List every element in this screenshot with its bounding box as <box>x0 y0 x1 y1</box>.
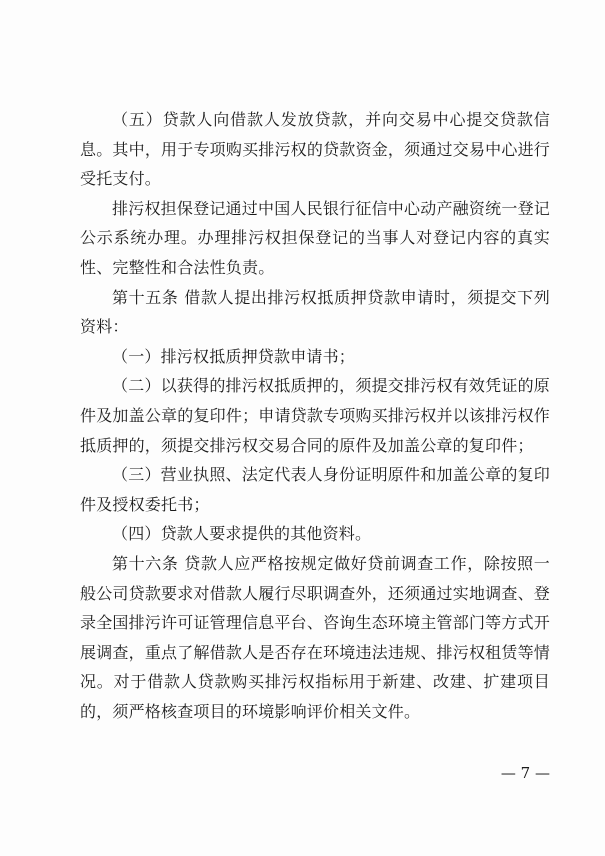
document-body <box>80 105 550 726</box>
paragraph-article-15: 第十五条 借款人提出排污权抵质押贷款申请时，须提交下列资料： <box>80 287 550 337</box>
paragraph-article-15-item-2: （二）以获得的排污权抵质押的，须提交排污权有效凭证的原件及加盖公章的复印件；申请贷款专项购买排污权并以该排污权作抵质押的，须提交排污权交易合同的原件及加盖公章的复印件； <box>80 376 550 455</box>
paragraph-article-15-item-4: （四）贷款人要求提供的其他资料。 <box>112 524 372 544</box>
paragraph-article-15-item-3: （三）营业执照、法定代表人身份证明原件和加盖公章的复印件及授权委托书； <box>80 465 550 514</box>
paragraph-item-5-loan-disbursement: （五）贷款人向借款人发放贷款，并向交易中心提交贷款信息。其中，用于专项购买排污权的贷款资金，须通过交易中心进行受托支付。 <box>80 110 550 189</box>
paragraph-guarantee-registration: 排污权担保登记通过中国人民银行征信中心动产融资统一登记公示系统办理。办理排污权担保登记的当事人对登记内容的真实性、完整性和合法性负责。 <box>80 198 550 277</box>
page-number: — 7 — <box>500 764 550 782</box>
paragraph-article-15-item-1: （一）排污权抵质押贷款申请书； <box>112 346 356 366</box>
paragraph-article-16: 第十六条 贷款人应严格按规定做好贷前调查工作，除按照一般公司贷款要求对借款人履行尽职调查外，还须通过实地调查、登录全国排污许可证管理信息平台、咨询生态环境主管部门等方式开展调查，重点了解借款人是否存在环境违法违规、排污权租赁等情况。对于借款人贷款购买排污权指标用于新建、改建、扩建项目的，须严格核查项目的环境影响评价相关文件。 <box>80 553 550 721</box>
